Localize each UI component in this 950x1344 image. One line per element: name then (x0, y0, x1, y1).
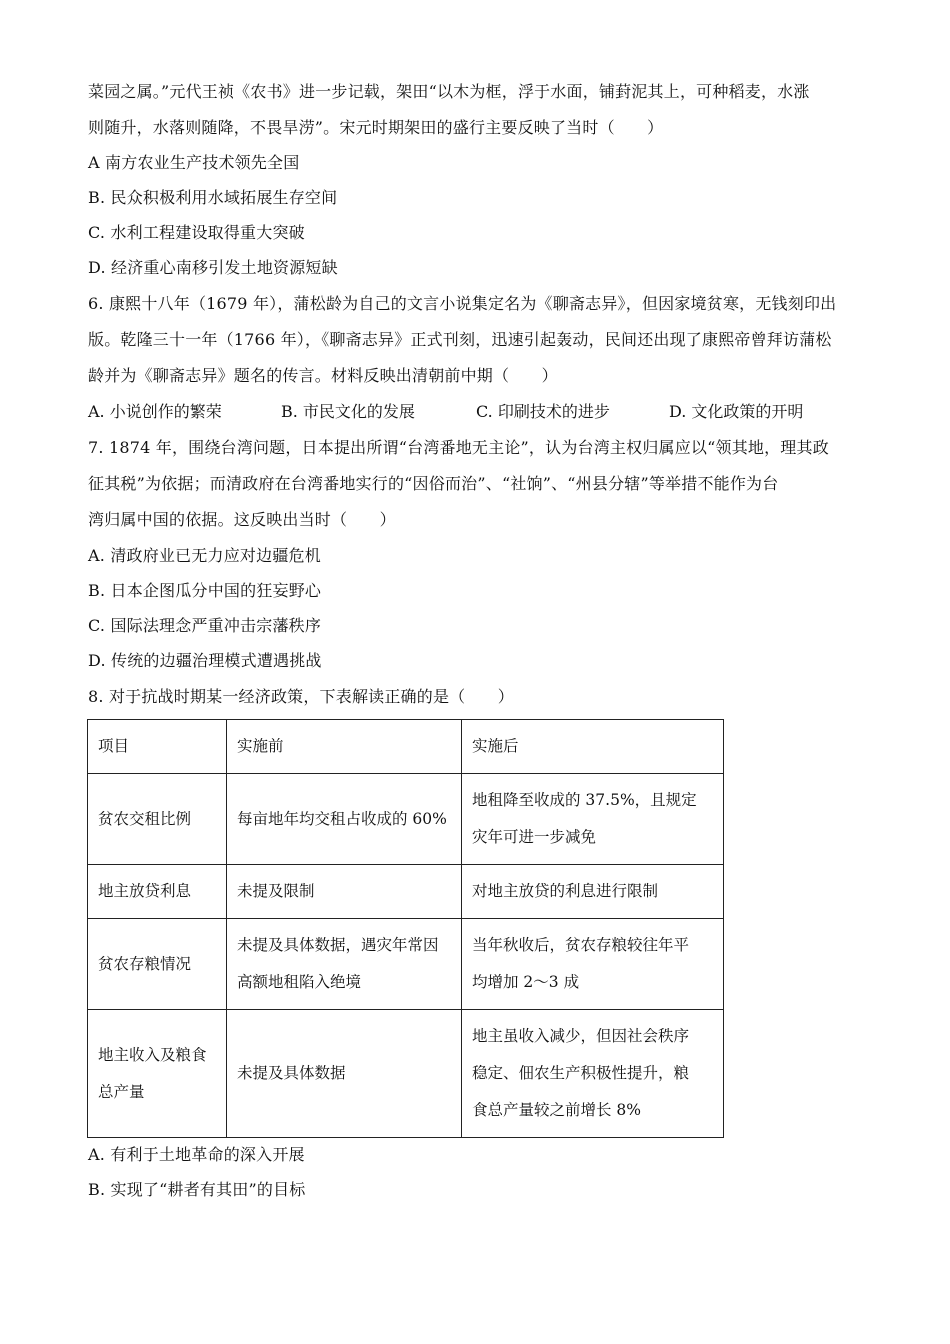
q5-stem-line-1: 菜园之属。”元代王祯《农书》进一步记载，架田“以木为框，浮于水面，铺葑泥其上，可种稻麦，水涨 (88, 82, 810, 101)
cell-text: 地主放贷利息 (98, 882, 192, 900)
q6-option-a: A. 小说创作的繁荣 (88, 402, 222, 421)
table-row (88, 774, 724, 865)
q8-option-a: A. 有利于土地革命的深入开展 (88, 1145, 305, 1164)
cell-text: 当年秋收后，贫农存粮较往年平 (472, 936, 690, 954)
cell-text: 灾年可进一步减免 (472, 828, 597, 846)
cell-text: 未提及限制 (237, 882, 315, 900)
table-cell-before (227, 1010, 462, 1138)
table-row (88, 1010, 724, 1138)
cell-text: 每亩地年均交租占收成的 60% (237, 809, 447, 828)
table-header-cell: 实施前 (227, 720, 462, 774)
cell-text: 食总产量较之前增长 8% (472, 1101, 642, 1119)
q6-stem-line-2: 版。乾隆三十一年（1766 年），《聊斋志异》正式刊刻，迅速引起轰动，民间还出现了康熙帝曾拜访蒲松 (88, 330, 832, 349)
cell-text: 总产量 (98, 1082, 145, 1101)
q8-stem: 8. 对于抗战时期某一经济政策，下表解读正确的是（ ） (88, 687, 514, 706)
cell-text: 稳定、佃农生产积极性提升，粮 (472, 1064, 690, 1082)
table-cell-before (227, 919, 462, 1010)
table-cell-after (462, 774, 724, 865)
cell-text: 未提及具体数据，遇灾年常因 (237, 936, 439, 954)
q5-stem-line-2: 则随升，水落则随降，不畏旱涝”。宋元时期架田的盛行主要反映了当时（ ） (88, 118, 664, 137)
q7-option-c: C. 国际法理念严重冲击宗藩秩序 (88, 616, 322, 635)
q5-option-c: C. 水利工程建设取得重大突破 (88, 223, 305, 242)
cell-text: 地主收入及粮食 (98, 1045, 207, 1064)
q6-option-b: B. 市民文化的发展 (281, 402, 415, 421)
cell-text: 地主虽收入减少，但因社会秩序 (472, 1027, 690, 1045)
table-header-cell: 实施后 (462, 720, 724, 774)
q7-stem-line-3: 湾归属中国的依据。这反映出当时（ ） (88, 510, 396, 529)
q7-option-b: B. 日本企图瓜分中国的狂妄野心 (88, 581, 322, 600)
table-row (88, 919, 724, 1010)
table-cell-before (227, 865, 462, 919)
cell-text: 地租降至收成的 37.5%，且规定 (472, 791, 697, 809)
policy-table (87, 719, 724, 1138)
table-cell-item (88, 919, 227, 1010)
q5-option-d: D. 经济重心南移引发土地资源短缺 (88, 258, 338, 277)
cell-text: 未提及具体数据 (237, 1064, 346, 1082)
table-cell-after (462, 919, 724, 1010)
cell-text: 高额地租陷入绝境 (237, 973, 362, 991)
q7-option-d: D. 传统的边疆治理模式遭遇挑战 (88, 651, 322, 670)
q6-option-c: C. 印刷技术的进步 (476, 402, 610, 421)
q7-stem-line-2: 征其税”为依据；而清政府在台湾番地实行的“因俗而治”、“社饷”、“州县分辖”等举措不能作为台 (88, 474, 779, 493)
table-cell-item (88, 1010, 227, 1138)
table-header-row (88, 720, 724, 774)
table-cell-after (462, 865, 724, 919)
q8-option-b: B. 实现了“耕者有其田”的目标 (88, 1180, 306, 1199)
cell-text: 均增加 2～3 成 (472, 973, 580, 991)
table-cell-item (88, 774, 227, 865)
table-header-cell: 项目 (88, 720, 227, 774)
q7-option-a: A. 清政府业已无力应对边疆危机 (88, 546, 321, 565)
q5-option-a: A 南方农业生产技术领先全国 (88, 153, 300, 172)
q6-stem-line-1: 6. 康熙十八年（1679 年），蒲松龄为自己的文言小说集定名为《聊斋志异》，但因家境贫寒，无钱刻印出 (88, 294, 837, 313)
q6-stem-line-3: 龄并为《聊斋志异》题名的传言。材料反映出清朝前中期（ ） (88, 366, 558, 385)
q5-option-b: B. 民众积极利用水域拓展生存空间 (88, 188, 338, 207)
cell-text: 贫农存粮情况 (98, 954, 192, 973)
table-cell-item (88, 865, 227, 919)
q6-option-d: D. 文化政策的开明 (669, 402, 804, 421)
cell-text: 对地主放贷的利息进行限制 (472, 882, 659, 900)
table-row (88, 865, 724, 919)
table-cell-after (462, 1010, 724, 1138)
cell-text: 贫农交租比例 (98, 809, 192, 828)
q7-stem-line-1: 7. 1874 年，围绕台湾问题，日本提出所谓“台湾番地无主论”，认为台湾主权归属应以“领其地，理其政 (88, 438, 829, 457)
table-cell-before (227, 774, 462, 865)
